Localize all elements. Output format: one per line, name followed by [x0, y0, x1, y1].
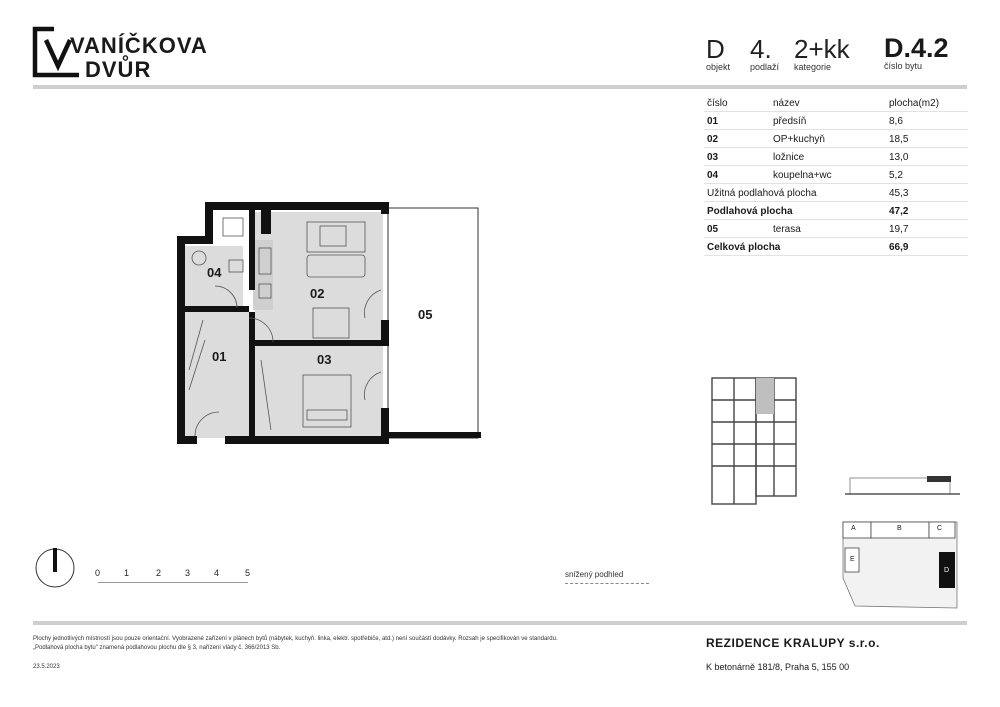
scale-tick: 2 — [156, 568, 162, 578]
room-name: OP+kuchyň — [770, 130, 886, 148]
logo-line2: DVŮR — [85, 57, 152, 82]
room-area: 13,0 — [886, 148, 968, 166]
scale-tick: 1 — [124, 568, 130, 578]
table-row — [704, 112, 968, 130]
total-area-value: 66,9 — [886, 238, 968, 256]
room-name: koupelna+wc — [770, 166, 886, 184]
floor-area-row — [704, 202, 968, 220]
object-value: D — [706, 34, 725, 64]
object-label: objekt — [706, 62, 731, 72]
category-value: 2+kk — [794, 34, 850, 64]
category-label: kategorie — [794, 62, 832, 72]
table-header-row — [704, 94, 968, 112]
scale-tick: 0 — [95, 568, 101, 578]
header-category — [794, 34, 850, 72]
building-keyplan — [700, 370, 805, 510]
room-label-02: 02 — [310, 286, 325, 301]
room-label-05: 05 — [418, 307, 433, 322]
floor-area-value: 47,2 — [886, 202, 968, 220]
floor-value: 4. — [750, 34, 772, 64]
total-area-row — [704, 238, 968, 256]
north-arrow-icon — [33, 546, 77, 590]
keyplan-label-a: A — [851, 525, 856, 532]
terrace-area: 19,7 — [886, 220, 968, 238]
lowered-ceiling-line — [565, 583, 649, 584]
room-area: 8,6 — [886, 112, 968, 130]
room-name: předsíň — [770, 112, 886, 130]
header-divider — [33, 85, 967, 89]
company-address: K betonárně 181/8, Praha 5, 155 00 — [706, 662, 850, 672]
room-label-03: 03 — [317, 352, 332, 367]
footer-divider — [33, 621, 967, 625]
footer-date: 23.5.2023 — [33, 664, 60, 670]
terrace-row — [704, 220, 968, 238]
total-area-label: Celková plocha — [704, 238, 886, 256]
lowered-ceiling-legend: snížený podhled — [565, 570, 624, 579]
keyplan-label-b: B — [897, 525, 902, 532]
floor-label: podlaží — [750, 62, 780, 72]
useful-area-value: 45,3 — [886, 184, 968, 202]
header-floor — [750, 34, 779, 72]
scale-tick: 5 — [245, 568, 251, 578]
keyplan-label-d: D — [944, 567, 950, 574]
col-number-header: číslo — [704, 94, 770, 112]
floor-area-label: Podlahová plocha — [704, 202, 886, 220]
room-number: 04 — [704, 166, 770, 184]
scale-bar — [90, 568, 260, 588]
logo — [0, 0, 208, 90]
terrace-number: 05 — [704, 220, 770, 238]
scale-tick: 4 — [214, 568, 220, 578]
room-name: ložnice — [770, 148, 886, 166]
room-area: 18,5 — [886, 130, 968, 148]
unit-label: číslo bytu — [884, 61, 923, 71]
unit-value: D.4.2 — [884, 33, 949, 63]
keyplan-unit-highlight — [756, 378, 774, 414]
header-object — [706, 34, 730, 72]
col-name-header: název — [770, 94, 886, 112]
room-number: 01 — [704, 112, 770, 130]
table-row — [704, 166, 968, 184]
room-label-04: 04 — [207, 265, 222, 280]
room-area: 5,2 — [886, 166, 968, 184]
keyplan-label-c: C — [937, 525, 943, 532]
area-table — [704, 94, 968, 256]
floor-plan — [175, 200, 485, 445]
room-02-fill — [255, 212, 383, 340]
keyplan-label-e: E — [850, 556, 855, 563]
col-area-header: plocha(m2) — [886, 94, 968, 112]
company-name: REZIDENCE KRALUPY s.r.o. — [706, 636, 880, 650]
header-unit — [884, 33, 949, 71]
useful-area-row — [704, 184, 968, 202]
terrace-name: terasa — [770, 220, 886, 238]
footer-disclaimer-1: Plochy jednotlivých místností jsou pouze orientační. Vyobrazené zařízení v plánech bytů (nábytek, kuchyň. linka, elektr. spotřebiče, atd.) není součástí dodávky. Rozsah je specifikován ve standardu. — [33, 636, 558, 642]
scale-line — [98, 582, 248, 583]
table-row — [704, 130, 968, 148]
footer-disclaimer-2: „Podlahová plocha bytu" znamená podlahovou plochu dle § 3, nařízení vlády č. 366/2013 Sb. — [33, 645, 281, 651]
room-label-01: 01 — [212, 349, 227, 364]
room-05-terrace — [388, 208, 478, 438]
kitchen-fill — [253, 240, 273, 310]
useful-area-label: Užitná podlahová plocha — [704, 184, 886, 202]
section-elevation — [845, 470, 960, 498]
room-number: 02 — [704, 130, 770, 148]
room-number: 03 — [704, 148, 770, 166]
logo-line1: VANÍČKOVA — [70, 33, 208, 58]
table-row — [704, 148, 968, 166]
scale-tick: 3 — [185, 568, 191, 578]
